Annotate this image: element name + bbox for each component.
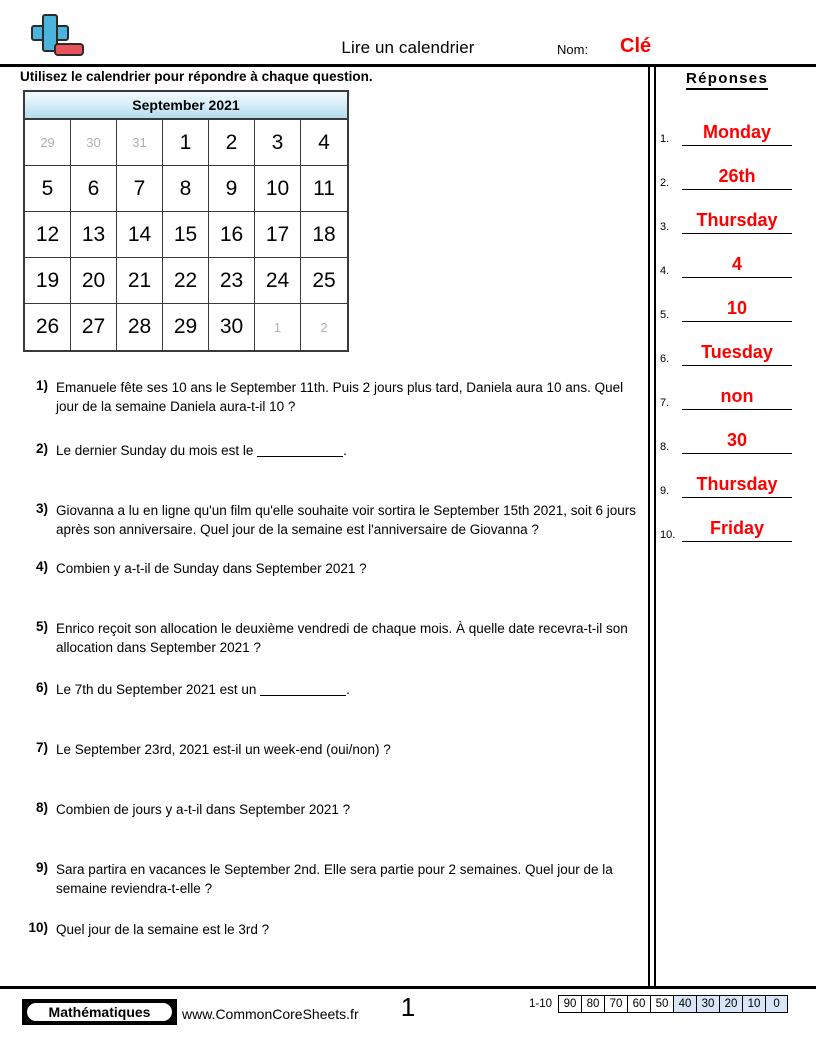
calendar-day-cell: 20 [71, 258, 117, 304]
question-item [24, 800, 644, 819]
answer-number: 5. [660, 309, 670, 321]
question-text: Le September 23rd, 2021 est-il un week-end (oui/non) ? [56, 742, 391, 757]
calendar-day-cell: 6 [71, 166, 117, 212]
question-number: 8) [35, 800, 48, 815]
answer-value: 4 [731, 254, 742, 274]
score-cell: 40 [673, 995, 696, 1013]
answer-row [660, 192, 796, 234]
answer-value: Thursday [696, 474, 778, 494]
answer-line[interactable] [682, 277, 792, 278]
site-url: www.CommonCoreSheets.fr [182, 1006, 359, 1022]
instructions-text: Utilisez le calendrier pour répondre à chaque question. [20, 69, 373, 84]
answer-row [660, 280, 796, 322]
header-divider [0, 64, 816, 67]
page-title: Lire un calendrier [341, 38, 475, 57]
answer-row [660, 324, 796, 366]
question-number: 2) [35, 441, 48, 456]
question-text: Combien de jours y a-t-il dans September 2021 ? [56, 802, 351, 817]
calendar-day-cell: 15 [163, 212, 209, 258]
calendar-day-cell: 2 [320, 319, 328, 335]
answer-value: 10 [726, 298, 748, 318]
score-cell: 20 [719, 995, 742, 1013]
answer-value: non [720, 386, 754, 406]
question-number: 5) [35, 619, 48, 634]
answer-number: 1. [660, 133, 670, 145]
question-number: 10) [28, 920, 48, 935]
page-header [0, 0, 816, 66]
answer-line[interactable] [682, 145, 792, 146]
calendar-day-cell: 19 [25, 258, 71, 304]
question-number: 3) [35, 501, 48, 516]
answer-row [660, 368, 796, 410]
calendar-day-cell: 25 [301, 258, 347, 304]
calendar-day-cell: 4 [301, 120, 347, 166]
calendar-day-cell: 14 [117, 212, 163, 258]
answer-row [660, 412, 796, 454]
footer-divider [0, 986, 816, 989]
calendar-day-cell: 26 [25, 304, 71, 350]
brand-label: Mathématiques [25, 1001, 174, 1023]
question-item [24, 860, 644, 898]
name-label: Nom: [557, 42, 589, 57]
question-text: Enrico reçoit son allocation le deuxième vendredi de chaque mois. À quelle date recevra-t-il son allocation dans September 2021 ? [56, 621, 628, 655]
score-range-label: 1-10 [529, 998, 553, 1010]
calendar-day-cell: 21 [117, 258, 163, 304]
answers-column-divider-right [654, 66, 656, 988]
answer-value: Tuesday [701, 342, 773, 362]
calendar-day-cell: 23 [209, 258, 255, 304]
question-item [24, 740, 644, 759]
calendar-day-cell: 3 [255, 120, 301, 166]
calendar-day-cell: 29 [163, 304, 209, 350]
question-item [24, 680, 644, 699]
question-number: 9) [35, 860, 48, 875]
score-cell: 30 [696, 995, 719, 1013]
calendar-grid [25, 120, 347, 350]
calendar-day-cell: 9 [209, 166, 255, 212]
answer-line[interactable] [682, 233, 792, 234]
answer-line[interactable] [682, 453, 792, 454]
calendar-day-cell: 17 [255, 212, 301, 258]
calendar-day-cell: 31 [117, 120, 163, 166]
answers-column-divider-left [648, 66, 650, 988]
calendar-day-cell: 2 [209, 120, 255, 166]
question-text: Emanuele fête ses 10 ans le September 11th. Puis 2 jours plus tard, Daniela aura 10 ans. Quel jour de la semaine Daniela aura-t-il 10 ? [56, 380, 624, 414]
calendar-day-cell: 30 [209, 304, 255, 350]
question-number: 7) [35, 740, 48, 755]
calendar-day-cell: 8 [163, 166, 209, 212]
question-text: Le 7th du September 2021 est un . [56, 682, 350, 697]
score-cell: 70 [604, 995, 627, 1013]
answer-line[interactable] [682, 409, 792, 410]
score-cells [558, 995, 788, 1013]
question-item [24, 920, 644, 939]
answer-number: 4. [660, 265, 670, 277]
page-number: 1 [400, 992, 416, 1022]
question-text: Combien y a-t-il de Sunday dans September 2021 ? [56, 561, 367, 576]
answer-row [660, 148, 796, 190]
answer-value: 30 [726, 430, 748, 450]
score-cell: 0 [765, 995, 788, 1013]
answer-number: 2. [660, 177, 670, 189]
answer-number: 7. [660, 397, 670, 409]
calendar-day-cell: 16 [209, 212, 255, 258]
calendar-day-cell: 1 [255, 304, 301, 350]
brand-badge [22, 999, 177, 1025]
answer-value: Friday [709, 518, 765, 538]
question-item [24, 441, 644, 460]
score-cell: 60 [627, 995, 650, 1013]
score-cell: 90 [558, 995, 581, 1013]
answer-value: 26th [718, 166, 756, 186]
answer-line[interactable] [682, 365, 792, 366]
calendar-day-cell: 13 [71, 212, 117, 258]
answer-value: Monday [702, 122, 771, 142]
calendar-day-cell: 1 [163, 120, 209, 166]
question-text: Le dernier Sunday du mois est le . [56, 443, 347, 458]
question-item [24, 501, 644, 539]
name-value: Clé [620, 35, 652, 57]
calendar-day-cell: 11 [301, 166, 347, 212]
answer-number: 8. [660, 441, 670, 453]
calendar-day-cell: 29 [25, 120, 71, 166]
answer-line[interactable] [682, 541, 792, 542]
answer-number: 3. [660, 221, 670, 233]
answer-row [660, 236, 796, 278]
answers-heading: Réponses [686, 70, 768, 90]
answer-line[interactable] [682, 497, 792, 498]
answer-line[interactable] [682, 189, 792, 190]
answer-number: 10. [660, 529, 676, 541]
question-item [24, 619, 644, 657]
question-item [24, 559, 644, 578]
answer-blank[interactable] [257, 456, 343, 457]
calendar-day-cell: 28 [117, 304, 163, 350]
calendar-day-cell: 22 [163, 258, 209, 304]
question-item [24, 378, 644, 416]
answer-number: 6. [660, 353, 670, 365]
question-number: 4) [35, 559, 48, 574]
calendar-day-cell: 30 [71, 120, 117, 166]
calendar-day-cell: 24 [255, 258, 301, 304]
calendar-day-cell: 12 [25, 212, 71, 258]
question-number: 1) [35, 378, 48, 393]
question-text: Sara partira en vacances le September 2nd. Elle sera partie pour 2 semaines. Quel jour de la semaine reviendra-t-elle ? [56, 862, 613, 896]
score-scale [529, 995, 788, 1013]
calendar-day-cell: 10 [255, 166, 301, 212]
answer-row [660, 500, 796, 542]
question-number: 6) [35, 680, 48, 695]
calendar-day-cell: 7 [117, 166, 163, 212]
calendar-day-cell: 18 [301, 212, 347, 258]
answer-number: 9. [660, 485, 670, 497]
score-cell: 10 [742, 995, 765, 1013]
answer-line[interactable] [682, 321, 792, 322]
answer-row [660, 104, 796, 146]
score-cell: 80 [581, 995, 604, 1013]
question-text: Quel jour de la semaine est le 3rd ? [56, 922, 270, 937]
answer-row [660, 456, 796, 498]
score-cell: 50 [650, 995, 673, 1013]
calendar [23, 90, 349, 352]
calendar-day-cell: 5 [25, 166, 71, 212]
calendar-title: September 2021 [25, 92, 347, 120]
answer-blank[interactable] [260, 695, 346, 696]
calendar-day-cell: 27 [71, 304, 117, 350]
answer-value: Thursday [696, 210, 778, 230]
question-text: Giovanna a lu en ligne qu'un film qu'elle souhaite voir sortira le September 15th 2021, soit 6 jours après son anniversaire. Quel jour de la semaine est l'anniversaire de Giovanna ? [56, 503, 636, 537]
